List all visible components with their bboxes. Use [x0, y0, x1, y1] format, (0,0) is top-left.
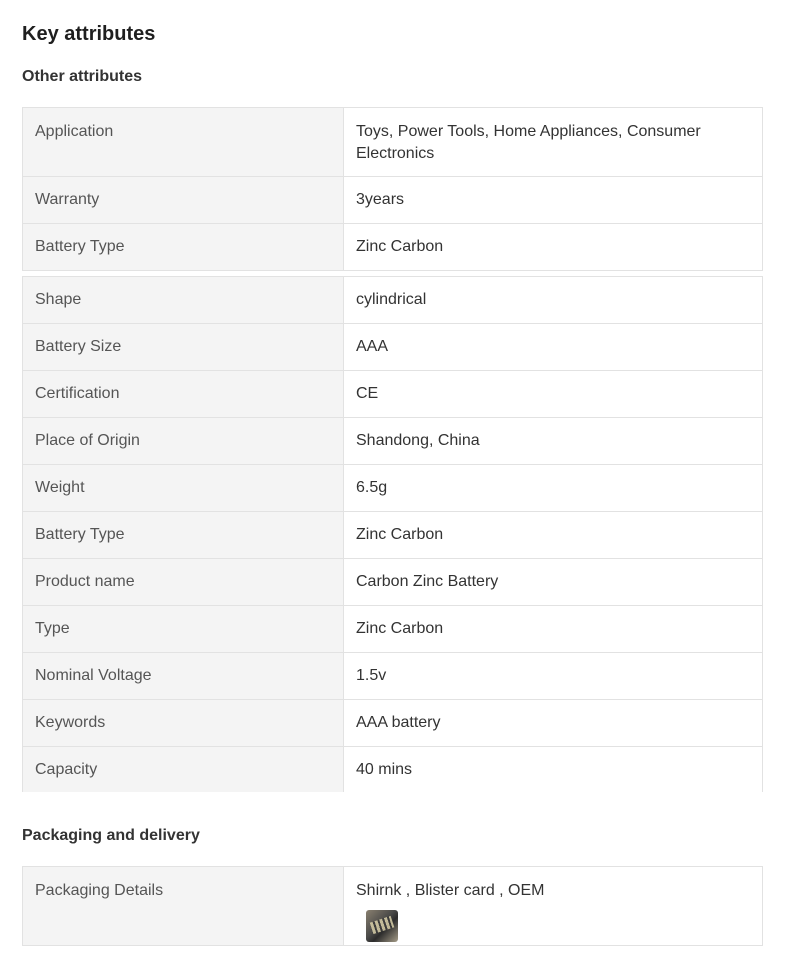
table-row [23, 108, 763, 177]
attribute-value: 3years [344, 177, 763, 224]
attribute-value: CE [344, 371, 763, 418]
attribute-value: AAA battery [344, 700, 763, 747]
attribute-value: Shandong, China [344, 418, 763, 465]
table-row [23, 418, 763, 465]
attribute-value: 40 mins [344, 747, 763, 794]
table-row [23, 465, 763, 512]
page-title: Key attributes [22, 23, 156, 45]
attribute-value: Zinc Carbon [344, 512, 763, 559]
attribute-key: Capacity [23, 747, 344, 794]
attribute-value: 1.5v [344, 653, 763, 700]
attribute-value: Zinc Carbon [344, 224, 763, 271]
other-attributes-table-bottom [22, 276, 763, 794]
attribute-key: Battery Size [23, 324, 344, 371]
attribute-key: Shape [23, 277, 344, 324]
attribute-key: Keywords [23, 700, 344, 747]
attribute-value: cylindrical [344, 277, 763, 324]
attribute-value: Toys, Power Tools, Home Appliances, Consumer Electronics [344, 108, 763, 177]
attribute-key: Nominal Voltage [23, 653, 344, 700]
table-row [23, 867, 763, 946]
packaging-thumbnail-image[interactable] [366, 910, 398, 942]
attribute-key: Type [23, 606, 344, 653]
attribute-key: Battery Type [23, 224, 344, 271]
table-row [23, 653, 763, 700]
attribute-key: Product name [23, 559, 344, 606]
attribute-key: Weight [23, 465, 344, 512]
table-row [23, 700, 763, 747]
packaging-table [22, 866, 763, 946]
attribute-value-cell [344, 867, 763, 946]
attribute-key: Place of Origin [23, 418, 344, 465]
table-row [23, 606, 763, 653]
attribute-key: Battery Type [23, 512, 344, 559]
table-row [23, 371, 763, 418]
attribute-value: Shirnk , Blister card , OEM [356, 882, 545, 899]
table-row [23, 277, 763, 324]
attribute-key: Warranty [23, 177, 344, 224]
table-row [23, 512, 763, 559]
other-attributes-table-top [22, 107, 763, 271]
attribute-key: Application [23, 108, 344, 177]
other-attributes-heading: Other attributes [22, 68, 143, 85]
attribute-value: 6.5g [344, 465, 763, 512]
attribute-value: Zinc Carbon [344, 606, 763, 653]
attribute-value: AAA [344, 324, 763, 371]
packaging-heading: Packaging and delivery [22, 827, 200, 844]
attribute-key: Certification [23, 371, 344, 418]
table-row [23, 559, 763, 606]
table-row [23, 177, 763, 224]
table-fade-mask [20, 792, 765, 802]
table-row [23, 747, 763, 794]
table-row [23, 224, 763, 271]
attribute-key: Packaging Details [23, 867, 344, 946]
table-row [23, 324, 763, 371]
attribute-value: Carbon Zinc Battery [344, 559, 763, 606]
